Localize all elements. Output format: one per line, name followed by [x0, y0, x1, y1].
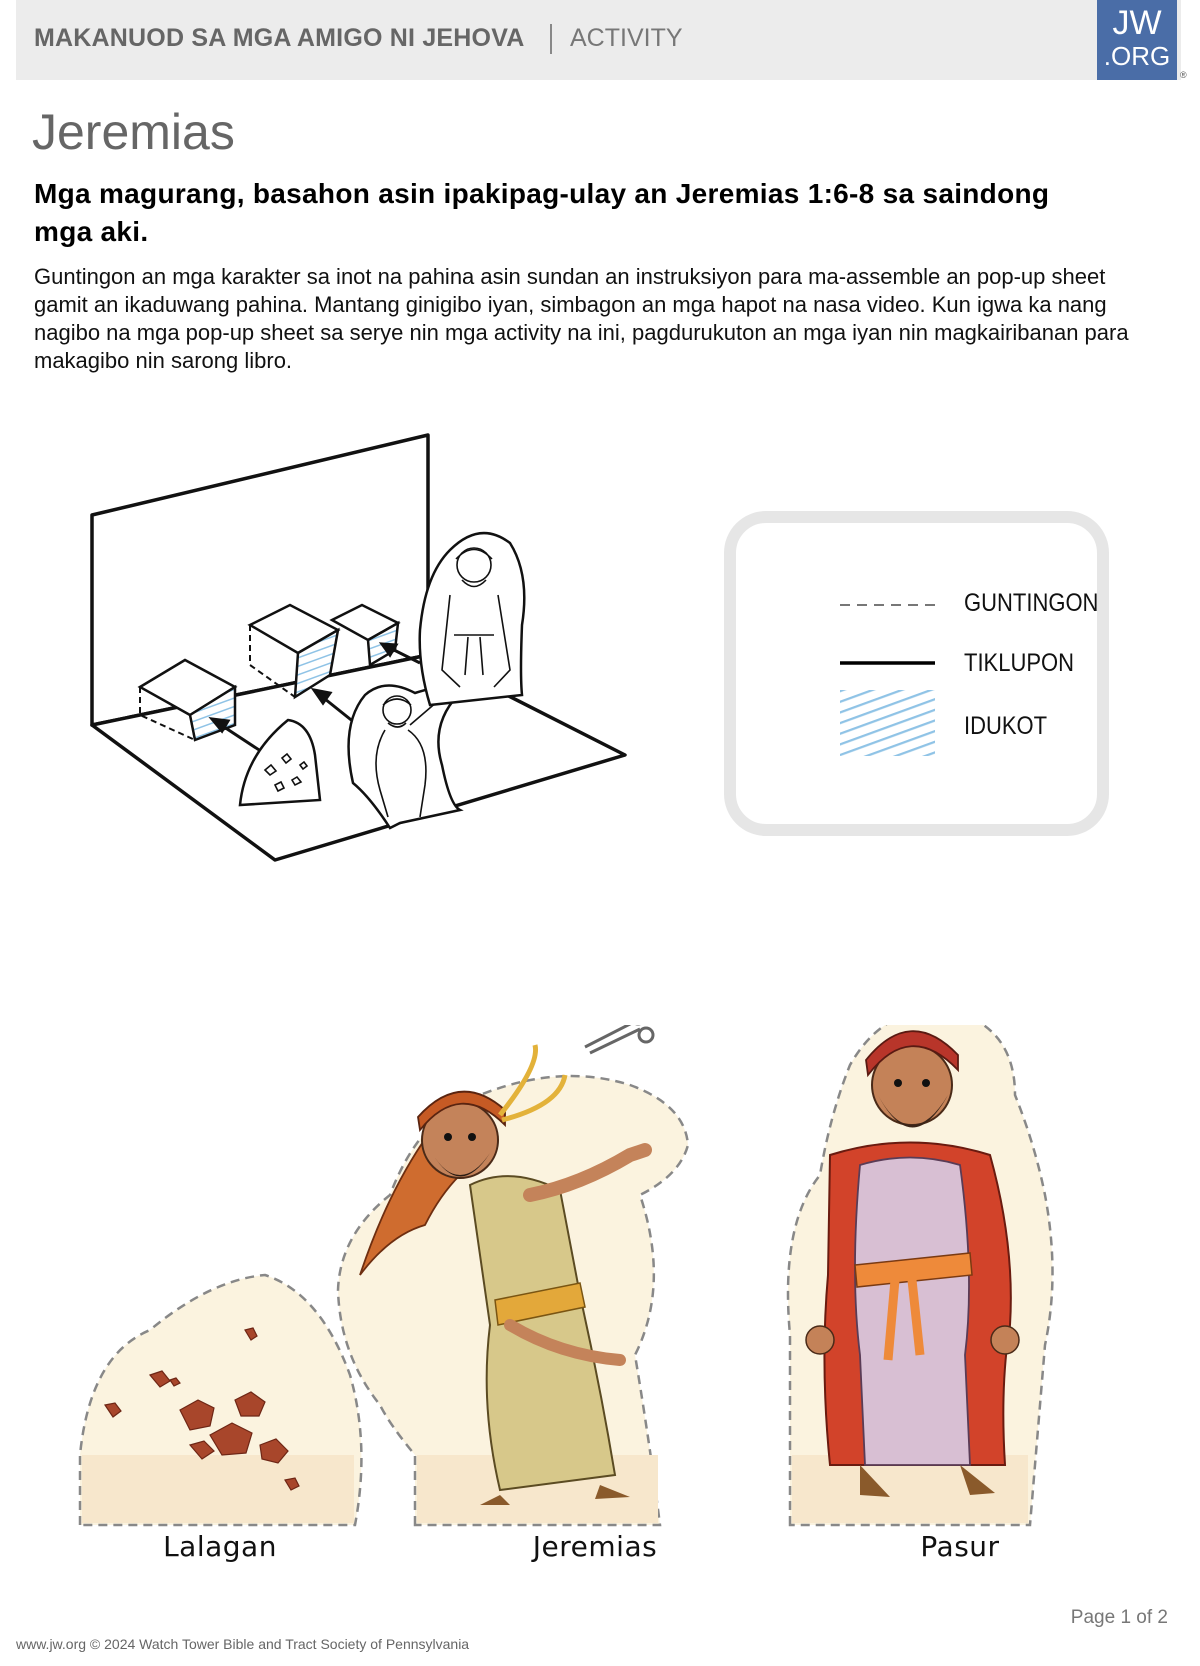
- solid-line-icon: [840, 659, 935, 667]
- intro-paragraph: Guntingon an mga karakter sa inot na pahina asin sundan an instruksiyon para ma-assemble an pop-up sheet gamit an ikaduwang pahina. Mantang ginigibo iyan, simbagon an mga hapot na nasa video. Kun igwa ka nang nagibo na mga pop-up sheet sa serye nin mga activity na ini, pagdurukuton an mga iyan nin magkairibanan para makagibo nin sarong libro.: [34, 264, 1129, 373]
- page-number: Page 1 of 2: [1070, 1607, 1168, 1628]
- label-lalagan: Lalagan: [163, 1530, 277, 1563]
- header-separator: [550, 24, 552, 54]
- logo-line1: JW: [1112, 4, 1162, 42]
- parent-instruction: Mga magurang, basahon asin ipakipag-ulay an Jeremias 1:6-8 sa saindong mga aki.: [34, 178, 1050, 247]
- label-jeremias: Jeremias: [532, 1530, 658, 1563]
- cutout-pasur[interactable]: [788, 1025, 1053, 1525]
- legend-box: [724, 511, 1109, 836]
- assembly-diagram: [70, 425, 630, 925]
- glue-pattern-icon: [840, 690, 935, 756]
- jw-org-logo[interactable]: [1097, 0, 1177, 80]
- legend-label-fold: TIKLUPON: [964, 649, 1075, 677]
- dashed-line-icon: [840, 601, 935, 609]
- legend-item-glue: [736, 688, 1097, 758]
- cutout-jeremias[interactable]: [338, 1025, 688, 1525]
- scissors-icon: [585, 1025, 653, 1053]
- copyright: www.jw.org © 2024 Watch Tower Bible and Tract Society of Pennsylvania: [16, 1636, 470, 1652]
- label-pasur: Pasur: [920, 1530, 1000, 1563]
- page-title: Jeremias: [32, 104, 235, 160]
- legend-label-glue: IDUKOT: [964, 712, 1048, 740]
- logo-line2: .ORG: [1103, 41, 1171, 71]
- legend-label-cut: GUNTINGON: [964, 589, 1099, 617]
- section-label: ACTIVITY: [570, 24, 683, 52]
- cutout-figures: [60, 1025, 1140, 1545]
- cutout-lalagan[interactable]: [80, 1275, 361, 1525]
- registered-mark: ®: [1180, 70, 1187, 80]
- series-title: MAKANUOD SA MGA AMIGO NI JEHOVA: [34, 24, 525, 52]
